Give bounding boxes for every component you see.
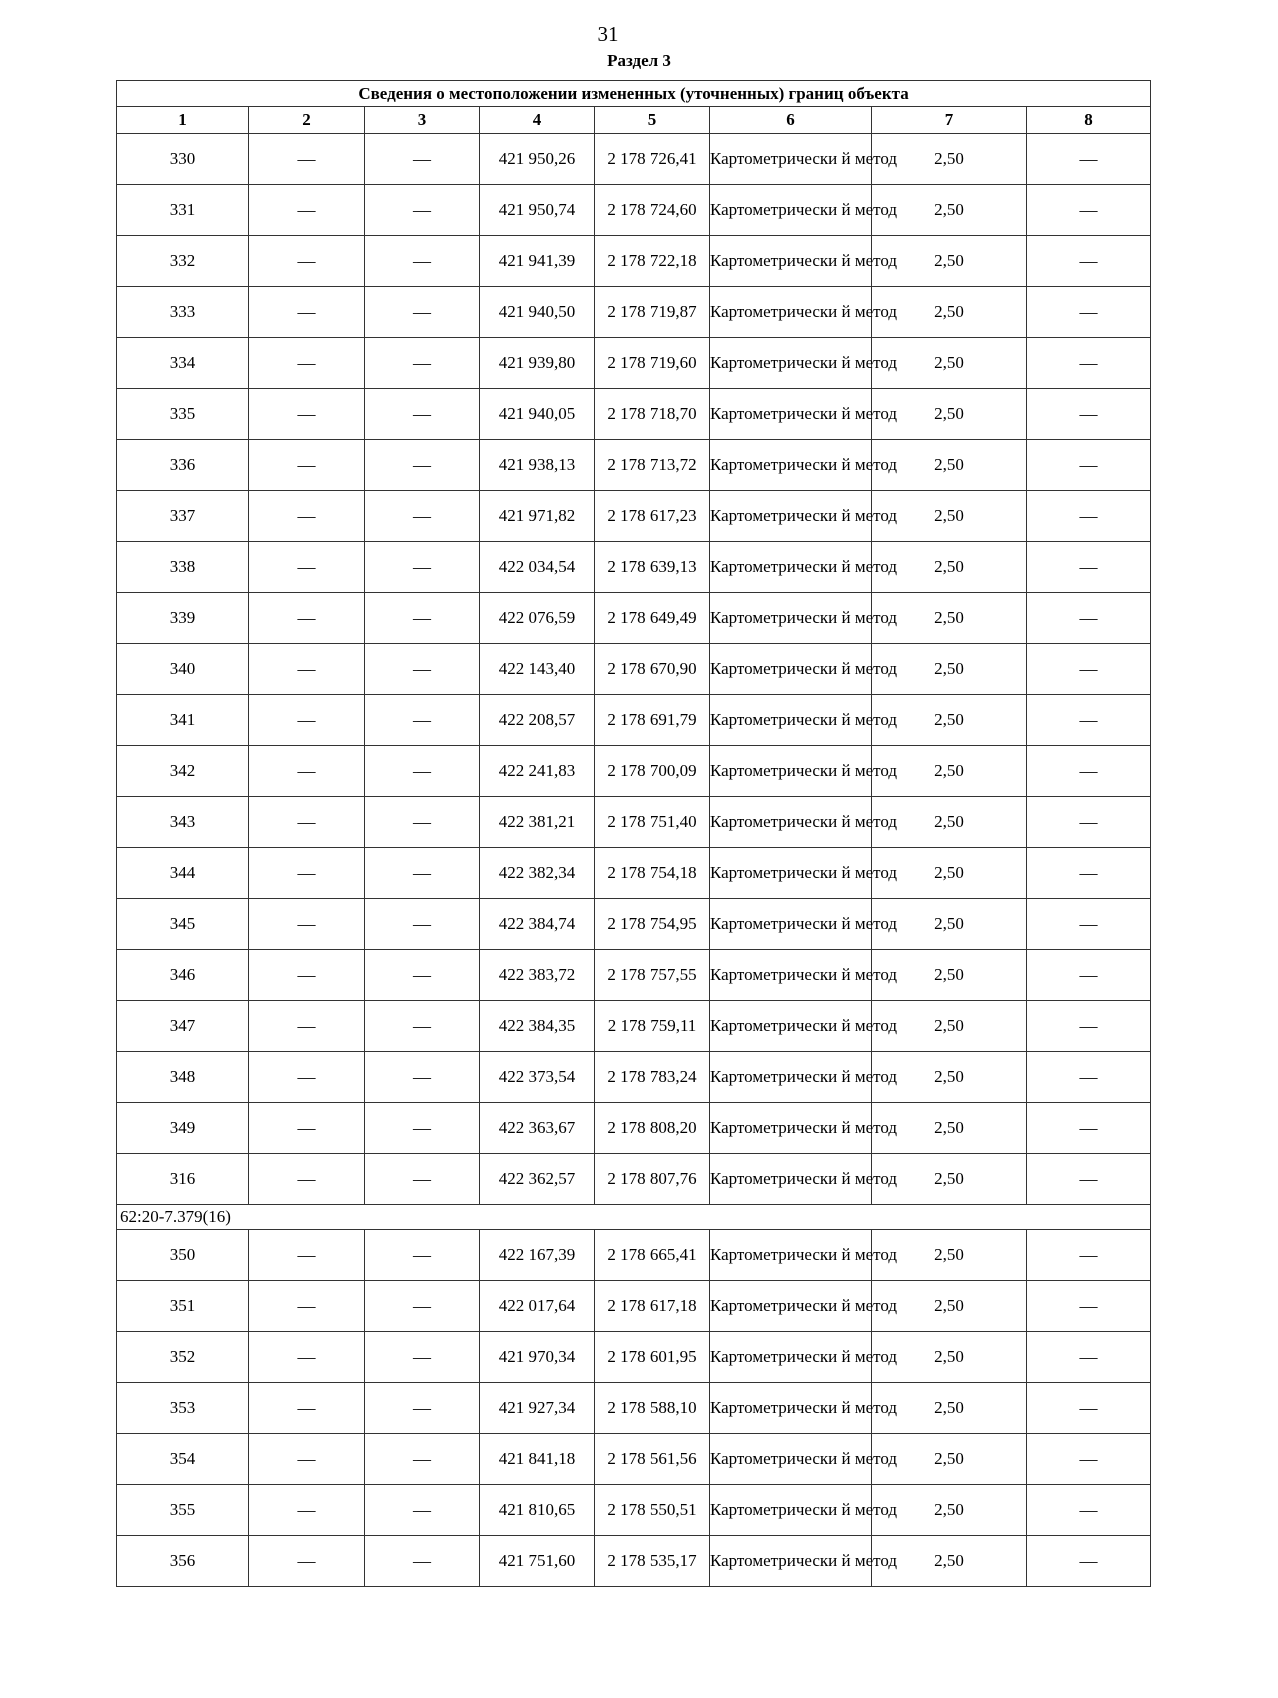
- group-label: 62:20-7.379(16): [117, 1205, 1151, 1230]
- new-x-cell: 422 384,74: [480, 899, 595, 950]
- description-cell: —: [1027, 1154, 1151, 1205]
- new-y-cell: 2 178 617,23: [595, 491, 710, 542]
- old-x-cell: —: [249, 1154, 365, 1205]
- point-number-cell: 338: [117, 542, 249, 593]
- old-x-cell: —: [249, 899, 365, 950]
- method-cell: Картометрически й метод: [710, 1434, 872, 1485]
- table-row: [117, 1230, 1151, 1281]
- table-row: [117, 287, 1151, 338]
- point-number-cell: 349: [117, 1103, 249, 1154]
- method-cell: Картометрически й метод: [710, 1230, 872, 1281]
- method-cell: Картометрически й метод: [710, 746, 872, 797]
- table-row: [117, 1536, 1151, 1587]
- old-y-cell: —: [365, 644, 480, 695]
- table-row: [117, 389, 1151, 440]
- method-cell: Картометрически й метод: [710, 338, 872, 389]
- new-y-cell: 2 178 550,51: [595, 1485, 710, 1536]
- accuracy-cell: 2,50: [872, 542, 1027, 593]
- description-cell: —: [1027, 389, 1151, 440]
- old-x-cell: —: [249, 1052, 365, 1103]
- point-number-cell: 345: [117, 899, 249, 950]
- old-y-cell: —: [365, 1052, 480, 1103]
- old-x-cell: —: [249, 950, 365, 1001]
- old-x-cell: —: [249, 644, 365, 695]
- old-y-cell: —: [365, 797, 480, 848]
- new-x-cell: 422 383,72: [480, 950, 595, 1001]
- new-y-cell: 2 178 783,24: [595, 1052, 710, 1103]
- description-cell: —: [1027, 440, 1151, 491]
- description-cell: —: [1027, 185, 1151, 236]
- description-cell: —: [1027, 542, 1151, 593]
- accuracy-cell: 2,50: [872, 1001, 1027, 1052]
- old-x-cell: —: [249, 593, 365, 644]
- point-number-cell: 336: [117, 440, 249, 491]
- old-x-cell: —: [249, 1383, 365, 1434]
- old-y-cell: —: [365, 695, 480, 746]
- description-cell: —: [1027, 1281, 1151, 1332]
- table-row: [117, 1434, 1151, 1485]
- new-y-cell: 2 178 722,18: [595, 236, 710, 287]
- point-number-cell: 342: [117, 746, 249, 797]
- table-row: [117, 593, 1151, 644]
- description-cell: —: [1027, 1230, 1151, 1281]
- table-row: [117, 1383, 1151, 1434]
- point-number-cell: 339: [117, 593, 249, 644]
- accuracy-cell: 2,50: [872, 1154, 1027, 1205]
- accuracy-cell: 2,50: [872, 1536, 1027, 1587]
- new-x-cell: 422 382,34: [480, 848, 595, 899]
- description-cell: —: [1027, 491, 1151, 542]
- old-x-cell: —: [249, 287, 365, 338]
- old-y-cell: —: [365, 491, 480, 542]
- table-row: [117, 797, 1151, 848]
- method-cell: Картометрически й метод: [710, 542, 872, 593]
- accuracy-cell: 2,50: [872, 1485, 1027, 1536]
- new-x-cell: 422 076,59: [480, 593, 595, 644]
- old-y-cell: —: [365, 236, 480, 287]
- new-x-cell: 422 241,83: [480, 746, 595, 797]
- new-x-cell: 422 381,21: [480, 797, 595, 848]
- new-y-cell: 2 178 754,18: [595, 848, 710, 899]
- point-number-cell: 337: [117, 491, 249, 542]
- point-number-cell: 343: [117, 797, 249, 848]
- old-x-cell: —: [249, 797, 365, 848]
- description-cell: —: [1027, 1001, 1151, 1052]
- method-cell: Картометрически й метод: [710, 848, 872, 899]
- old-x-cell: —: [249, 1001, 365, 1052]
- description-cell: —: [1027, 848, 1151, 899]
- new-y-cell: 2 178 713,72: [595, 440, 710, 491]
- table-row: [117, 848, 1151, 899]
- table-row: [117, 1281, 1151, 1332]
- description-cell: —: [1027, 899, 1151, 950]
- point-number-cell: 332: [117, 236, 249, 287]
- table-row: [117, 644, 1151, 695]
- point-number-cell: 346: [117, 950, 249, 1001]
- old-y-cell: —: [365, 542, 480, 593]
- table-row: [117, 134, 1151, 185]
- accuracy-cell: 2,50: [872, 1052, 1027, 1103]
- old-y-cell: —: [365, 440, 480, 491]
- column-number-6: 6: [710, 107, 872, 134]
- description-cell: —: [1027, 338, 1151, 389]
- table-title: Сведения о местоположении измененных (уточненных) границ объекта: [117, 81, 1151, 107]
- new-x-cell: 421 938,13: [480, 440, 595, 491]
- table-row: [117, 542, 1151, 593]
- description-cell: —: [1027, 695, 1151, 746]
- group-header-row: [117, 1205, 1151, 1230]
- new-y-cell: 2 178 759,11: [595, 1001, 710, 1052]
- description-cell: —: [1027, 593, 1151, 644]
- point-number-cell: 334: [117, 338, 249, 389]
- column-number-5: 5: [595, 107, 710, 134]
- point-number-cell: 335: [117, 389, 249, 440]
- method-cell: Картометрически й метод: [710, 134, 872, 185]
- column-number-3: 3: [365, 107, 480, 134]
- new-x-cell: 421 751,60: [480, 1536, 595, 1587]
- old-x-cell: —: [249, 440, 365, 491]
- new-x-cell: 421 841,18: [480, 1434, 595, 1485]
- point-number-cell: 350: [117, 1230, 249, 1281]
- new-x-cell: 422 208,57: [480, 695, 595, 746]
- table-row: [117, 1485, 1151, 1536]
- description-cell: —: [1027, 236, 1151, 287]
- point-number-cell: 333: [117, 287, 249, 338]
- point-number-cell: 355: [117, 1485, 249, 1536]
- method-cell: Картометрически й метод: [710, 1383, 872, 1434]
- new-x-cell: 421 927,34: [480, 1383, 595, 1434]
- point-number-cell: 354: [117, 1434, 249, 1485]
- description-cell: —: [1027, 287, 1151, 338]
- column-number-row: [117, 107, 1151, 134]
- old-x-cell: —: [249, 134, 365, 185]
- new-y-cell: 2 178 726,41: [595, 134, 710, 185]
- new-x-cell: 421 939,80: [480, 338, 595, 389]
- old-y-cell: —: [365, 746, 480, 797]
- old-y-cell: —: [365, 1001, 480, 1052]
- method-cell: Картометрически й метод: [710, 1154, 872, 1205]
- new-y-cell: 2 178 561,56: [595, 1434, 710, 1485]
- accuracy-cell: 2,50: [872, 848, 1027, 899]
- new-x-cell: 422 373,54: [480, 1052, 595, 1103]
- new-x-cell: 422 362,57: [480, 1154, 595, 1205]
- new-y-cell: 2 178 588,10: [595, 1383, 710, 1434]
- old-y-cell: —: [365, 185, 480, 236]
- table-row: [117, 338, 1151, 389]
- old-x-cell: —: [249, 848, 365, 899]
- old-y-cell: —: [365, 1154, 480, 1205]
- old-y-cell: —: [365, 1485, 480, 1536]
- new-x-cell: 422 034,54: [480, 542, 595, 593]
- old-x-cell: —: [249, 389, 365, 440]
- new-y-cell: 2 178 535,17: [595, 1536, 710, 1587]
- table-row: [117, 950, 1151, 1001]
- description-cell: —: [1027, 1103, 1151, 1154]
- description-cell: —: [1027, 644, 1151, 695]
- accuracy-cell: 2,50: [872, 134, 1027, 185]
- point-number-cell: 352: [117, 1332, 249, 1383]
- point-number-cell: 351: [117, 1281, 249, 1332]
- accuracy-cell: 2,50: [872, 389, 1027, 440]
- old-y-cell: —: [365, 1230, 480, 1281]
- section-title: Раздел 3: [607, 51, 671, 70]
- new-x-cell: 421 950,74: [480, 185, 595, 236]
- new-x-cell: 421 940,05: [480, 389, 595, 440]
- method-cell: Картометрически й метод: [710, 440, 872, 491]
- table-row: [117, 1052, 1151, 1103]
- accuracy-cell: 2,50: [872, 236, 1027, 287]
- column-number-7: 7: [872, 107, 1027, 134]
- point-number-cell: 356: [117, 1536, 249, 1587]
- column-number-1: 1: [117, 107, 249, 134]
- new-x-cell: 421 971,82: [480, 491, 595, 542]
- method-cell: Картометрически й метод: [710, 695, 872, 746]
- description-cell: —: [1027, 1485, 1151, 1536]
- old-x-cell: —: [249, 746, 365, 797]
- table-row: [117, 491, 1151, 542]
- old-x-cell: —: [249, 185, 365, 236]
- accuracy-cell: 2,50: [872, 593, 1027, 644]
- old-y-cell: —: [365, 287, 480, 338]
- method-cell: Картометрически й метод: [710, 1332, 872, 1383]
- new-y-cell: 2 178 691,79: [595, 695, 710, 746]
- table-row: [117, 1001, 1151, 1052]
- old-y-cell: —: [365, 1434, 480, 1485]
- new-x-cell: 422 363,67: [480, 1103, 595, 1154]
- method-cell: Картометрически й метод: [710, 389, 872, 440]
- accuracy-cell: 2,50: [872, 695, 1027, 746]
- new-y-cell: 2 178 807,76: [595, 1154, 710, 1205]
- method-cell: Картометрически й метод: [710, 1001, 872, 1052]
- old-y-cell: —: [365, 950, 480, 1001]
- new-y-cell: 2 178 754,95: [595, 899, 710, 950]
- point-number-cell: 347: [117, 1001, 249, 1052]
- column-number-4: 4: [480, 107, 595, 134]
- new-y-cell: 2 178 601,95: [595, 1332, 710, 1383]
- table-row: [117, 1332, 1151, 1383]
- method-cell: Картометрически й метод: [710, 899, 872, 950]
- description-cell: —: [1027, 1536, 1151, 1587]
- accuracy-cell: 2,50: [872, 440, 1027, 491]
- method-cell: Картометрически й метод: [710, 593, 872, 644]
- accuracy-cell: 2,50: [872, 338, 1027, 389]
- new-y-cell: 2 178 808,20: [595, 1103, 710, 1154]
- point-number-cell: 330: [117, 134, 249, 185]
- old-y-cell: —: [365, 593, 480, 644]
- old-y-cell: —: [365, 389, 480, 440]
- new-y-cell: 2 178 719,87: [595, 287, 710, 338]
- method-cell: Картометрически й метод: [710, 185, 872, 236]
- table-body: [117, 81, 1151, 1587]
- accuracy-cell: 2,50: [872, 1230, 1027, 1281]
- table-row: [117, 185, 1151, 236]
- method-cell: Картометрически й метод: [710, 1052, 872, 1103]
- old-x-cell: —: [249, 1230, 365, 1281]
- method-cell: Картометрически й метод: [710, 1281, 872, 1332]
- old-x-cell: —: [249, 1332, 365, 1383]
- point-number-cell: 353: [117, 1383, 249, 1434]
- new-y-cell: 2 178 649,49: [595, 593, 710, 644]
- point-number-cell: 344: [117, 848, 249, 899]
- old-x-cell: —: [249, 1434, 365, 1485]
- accuracy-cell: 2,50: [872, 287, 1027, 338]
- new-x-cell: 421 940,50: [480, 287, 595, 338]
- old-y-cell: —: [365, 134, 480, 185]
- accuracy-cell: 2,50: [872, 746, 1027, 797]
- old-y-cell: —: [365, 1281, 480, 1332]
- point-number-cell: 331: [117, 185, 249, 236]
- point-number-cell: 348: [117, 1052, 249, 1103]
- new-y-cell: 2 178 700,09: [595, 746, 710, 797]
- old-y-cell: —: [365, 338, 480, 389]
- new-x-cell: 421 941,39: [480, 236, 595, 287]
- new-x-cell: 422 143,40: [480, 644, 595, 695]
- accuracy-cell: 2,50: [872, 644, 1027, 695]
- new-y-cell: 2 178 665,41: [595, 1230, 710, 1281]
- old-y-cell: —: [365, 1332, 480, 1383]
- old-x-cell: —: [249, 1103, 365, 1154]
- old-y-cell: —: [365, 1103, 480, 1154]
- table-row: [117, 236, 1151, 287]
- description-cell: —: [1027, 1332, 1151, 1383]
- new-x-cell: 422 017,64: [480, 1281, 595, 1332]
- table-row: [117, 899, 1151, 950]
- description-cell: —: [1027, 797, 1151, 848]
- method-cell: Картометрически й метод: [710, 1103, 872, 1154]
- old-x-cell: —: [249, 1536, 365, 1587]
- accuracy-cell: 2,50: [872, 1383, 1027, 1434]
- table-row: [117, 1154, 1151, 1205]
- old-x-cell: —: [249, 491, 365, 542]
- new-y-cell: 2 178 719,60: [595, 338, 710, 389]
- old-y-cell: —: [365, 848, 480, 899]
- point-number-cell: 341: [117, 695, 249, 746]
- new-y-cell: 2 178 639,13: [595, 542, 710, 593]
- description-cell: —: [1027, 1383, 1151, 1434]
- accuracy-cell: 2,50: [872, 899, 1027, 950]
- new-y-cell: 2 178 751,40: [595, 797, 710, 848]
- accuracy-cell: 2,50: [872, 1332, 1027, 1383]
- old-y-cell: —: [365, 1536, 480, 1587]
- method-cell: Картометрически й метод: [710, 491, 872, 542]
- new-x-cell: 421 810,65: [480, 1485, 595, 1536]
- accuracy-cell: 2,50: [872, 1103, 1027, 1154]
- new-x-cell: 422 384,35: [480, 1001, 595, 1052]
- method-cell: Картометрически й метод: [710, 797, 872, 848]
- new-y-cell: 2 178 724,60: [595, 185, 710, 236]
- method-cell: Картометрически й метод: [710, 287, 872, 338]
- point-number-cell: 316: [117, 1154, 249, 1205]
- old-y-cell: —: [365, 1383, 480, 1434]
- method-cell: Картометрически й метод: [710, 644, 872, 695]
- old-x-cell: —: [249, 1485, 365, 1536]
- new-y-cell: 2 178 617,18: [595, 1281, 710, 1332]
- new-y-cell: 2 178 718,70: [595, 389, 710, 440]
- description-cell: —: [1027, 950, 1151, 1001]
- method-cell: Картометрически й метод: [710, 236, 872, 287]
- accuracy-cell: 2,50: [872, 950, 1027, 1001]
- table-title-row: [117, 81, 1151, 107]
- old-x-cell: —: [249, 542, 365, 593]
- accuracy-cell: 2,50: [872, 1434, 1027, 1485]
- new-y-cell: 2 178 757,55: [595, 950, 710, 1001]
- column-number-8: 8: [1027, 107, 1151, 134]
- new-x-cell: 421 970,34: [480, 1332, 595, 1383]
- description-cell: —: [1027, 1434, 1151, 1485]
- table-row: [117, 440, 1151, 491]
- column-number-2: 2: [249, 107, 365, 134]
- old-x-cell: —: [249, 236, 365, 287]
- method-cell: Картометрически й метод: [710, 1536, 872, 1587]
- new-x-cell: 422 167,39: [480, 1230, 595, 1281]
- old-x-cell: —: [249, 338, 365, 389]
- page-number: 31: [597, 22, 619, 46]
- old-x-cell: —: [249, 695, 365, 746]
- new-x-cell: 421 950,26: [480, 134, 595, 185]
- old-y-cell: —: [365, 899, 480, 950]
- description-cell: —: [1027, 746, 1151, 797]
- table-row: [117, 1103, 1151, 1154]
- accuracy-cell: 2,50: [872, 491, 1027, 542]
- method-cell: Картометрически й метод: [710, 1485, 872, 1536]
- old-x-cell: —: [249, 1281, 365, 1332]
- new-y-cell: 2 178 670,90: [595, 644, 710, 695]
- table-row: [117, 695, 1151, 746]
- description-cell: —: [1027, 134, 1151, 185]
- accuracy-cell: 2,50: [872, 797, 1027, 848]
- point-number-cell: 340: [117, 644, 249, 695]
- method-cell: Картометрически й метод: [710, 950, 872, 1001]
- accuracy-cell: 2,50: [872, 185, 1027, 236]
- table-row: [117, 746, 1151, 797]
- accuracy-cell: 2,50: [872, 1281, 1027, 1332]
- boundary-coordinates-table: [116, 80, 1151, 1587]
- description-cell: —: [1027, 1052, 1151, 1103]
